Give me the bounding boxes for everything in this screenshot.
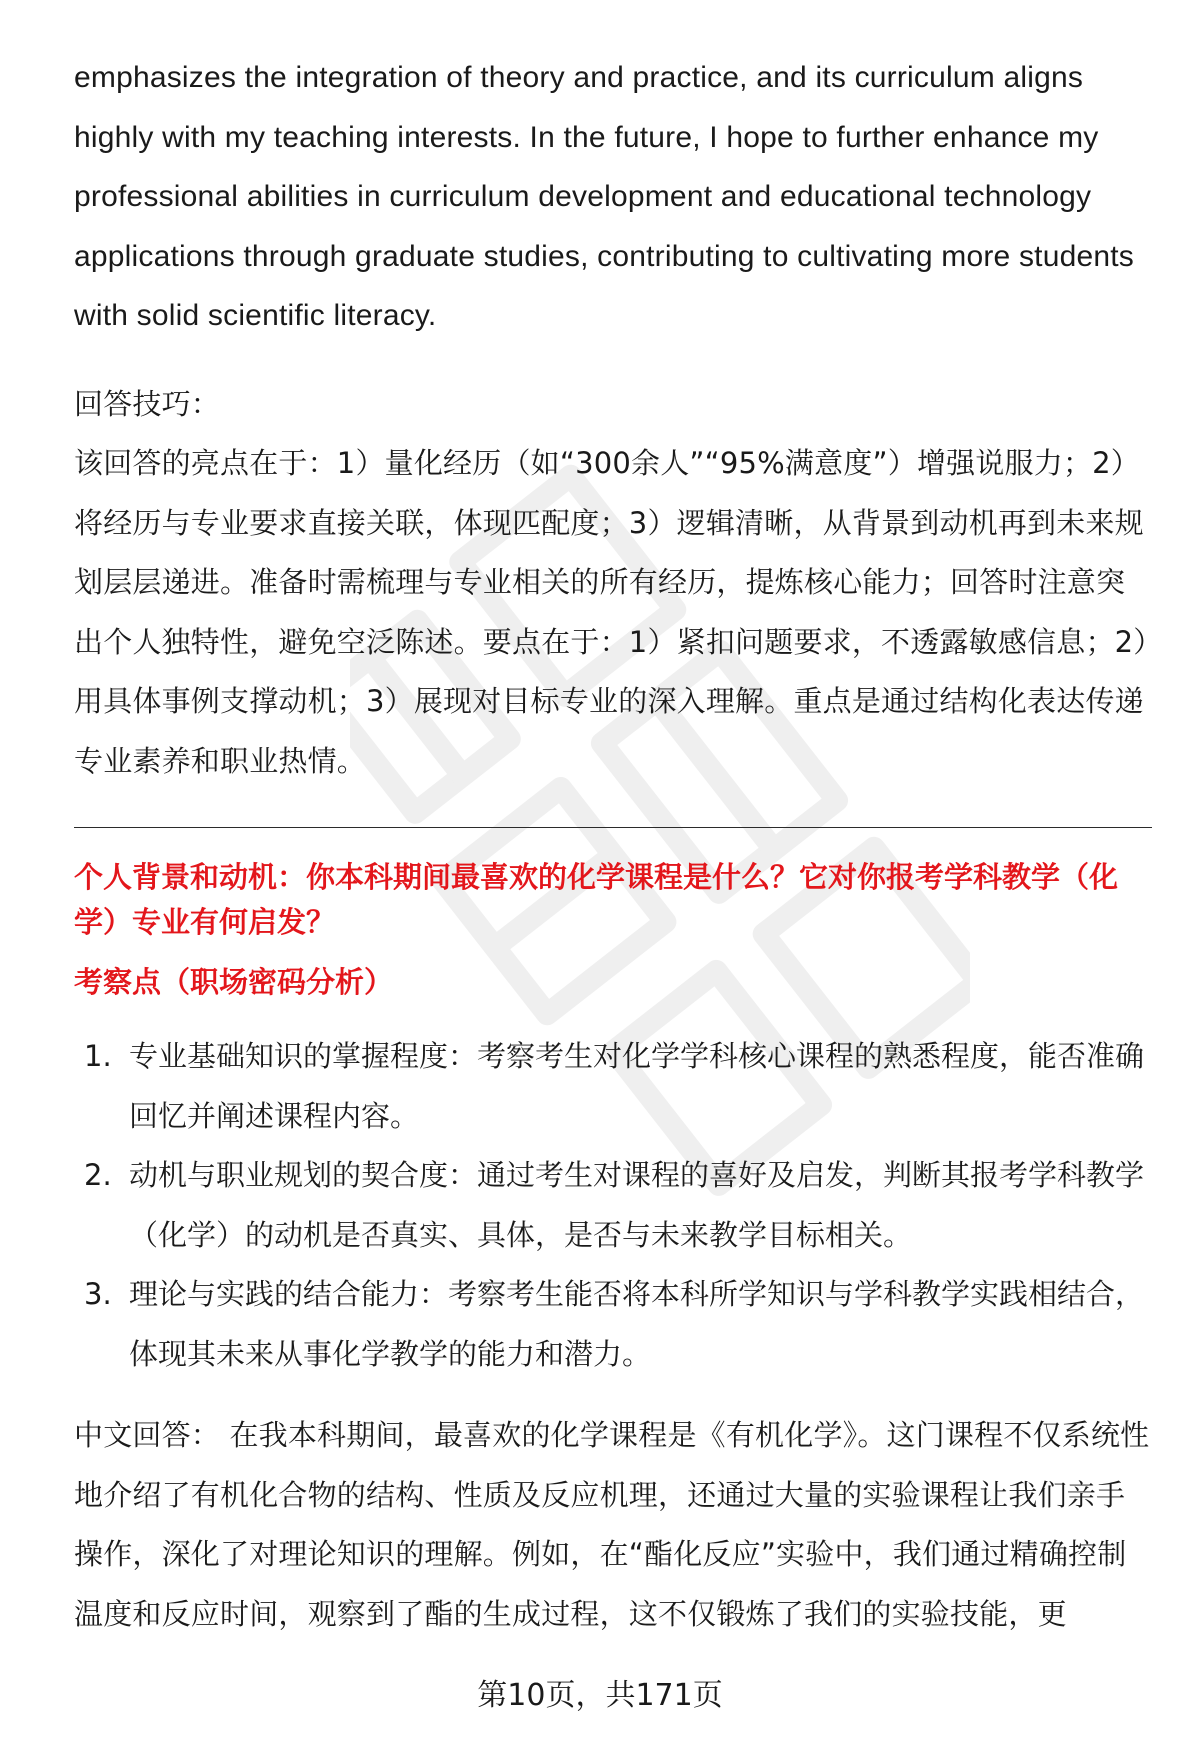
list-item-text: 动机与职业规划的契合度：通过考生对课程的喜好及启发，判断其报考学科教学（化学）的动机是否真实、具体，是否与未来教学目标相关。 [129, 1158, 1145, 1252]
document-page [74, 48, 1152, 1644]
question-heading: 个人背景和动机：你本科期间最喜欢的化学课程是什么？它对你报考学科教学（化学）专业有何启发？ [74, 860, 1119, 939]
page-number-footer: 第10页，共171页 [477, 1678, 723, 1713]
list-item-text: 专业基础知识的掌握程度：考察考生对化学学科核心课程的熟悉程度，能否准确回忆并阐述课程内容。 [129, 1039, 1145, 1133]
list-item [74, 1027, 1152, 1146]
list-item [74, 1146, 1152, 1265]
list-item-number: 3. [84, 1277, 112, 1311]
analysis-points-list [74, 1027, 1152, 1384]
tips-label: 回答技巧： [74, 386, 221, 421]
answer-paragraph [74, 1406, 1152, 1644]
list-item-number: 2. [84, 1158, 112, 1192]
list-item-text: 理论与实践的结合能力：考察考生能否将本科所学知识与学科教学实践相结合，体现其未来从事化学教学的能力和潜力。 [129, 1277, 1145, 1371]
tips-body: 该回答的亮点在于：1）量化经历（如“300余人”“95%满意度”）增强说服力；2）将经历与专业要求直接关联，体现匹配度；3）逻辑清晰，从背景到动机再到未来规划层层递进。准备时需梳理与专业相关的所有经历，提炼核心能力；回答时注意突出个人独特性，避免空泛陈述。要点在于：1）紧扣问题要求，不透露敏感信息；2）用具体事例支撑动机；3）展现对目标专业的深入理解。重点是通过结构化表达传递专业素养和职业热情。 [74, 446, 1149, 778]
analysis-heading: 考察点（职场密码分析） [74, 965, 394, 999]
list-item [74, 1265, 1152, 1384]
answer-label: 中文回答： [74, 1418, 221, 1452]
answer-body: 在我本科期间，最喜欢的化学课程是《有机化学》。这门课程不仅系统性地介绍了有机化合物的结构、性质及反应机理，还通过大量的实验课程让我们亲手操作，深化了对理论知识的理解。例如，在“酯化反应”实验中，我们通过精确控制温度和反应时间，观察到了酯的生成过程，这不仅锻炼了我们的实验技能，更 [74, 1418, 1150, 1631]
list-item-number: 1. [84, 1039, 112, 1073]
intro-paragraph: emphasizes the integration of theory and practice, and its curriculum aligns highly with my teaching interests. In the future, I hope to further enhance my professional abilities in curriculum development and educational technology applications through graduate studies, contributing to cultivating more students with solid scientific literacy. [74, 61, 1134, 332]
